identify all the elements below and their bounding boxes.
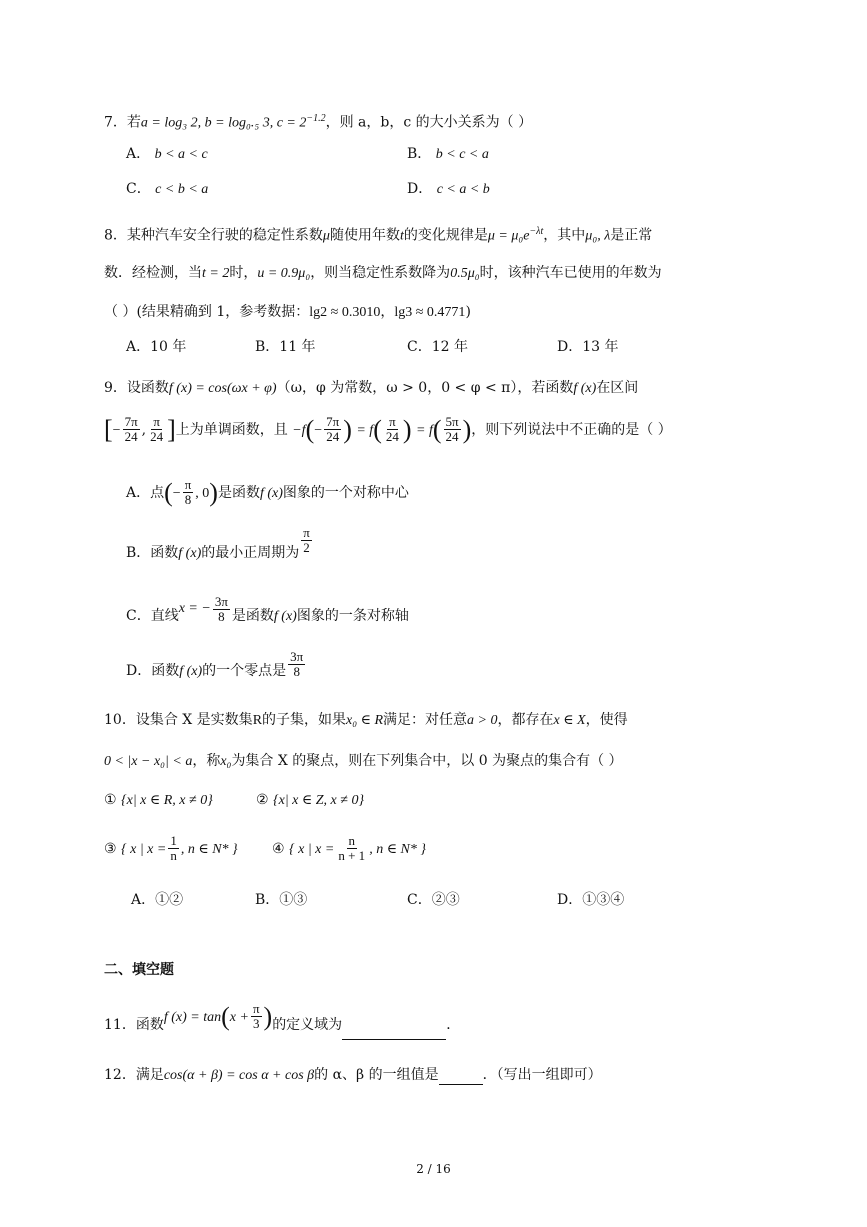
denominator: 8 xyxy=(184,492,192,508)
minus-sign: − xyxy=(314,422,323,438)
option-text: B．函数 xyxy=(126,544,179,561)
option-label: D． xyxy=(407,181,433,197)
q11-math: f (x) = tan xyxy=(163,1009,222,1025)
q10-xX: x ∈ X xyxy=(553,713,586,728)
paren-open: ( xyxy=(432,414,442,444)
numerator: 1 xyxy=(170,833,177,848)
q11 xyxy=(104,1001,461,1040)
q9-option-b[interactable] xyxy=(126,525,314,568)
paren-close: ) xyxy=(462,414,472,444)
set-label: ① xyxy=(104,792,117,808)
q7-option-d[interactable] xyxy=(407,181,490,199)
q10-line-1 xyxy=(104,712,628,730)
q8-text: ，其中 xyxy=(543,227,586,244)
q9-eq-frac-2 xyxy=(384,415,401,445)
q9-eq-frac-3 xyxy=(444,415,461,445)
page-number: 2 / 16 xyxy=(416,1162,451,1176)
q7-tail: ，则 a，b，c 的大小关系为（ ） xyxy=(325,114,533,131)
q8-text: 时， xyxy=(229,265,258,281)
q9-text: 在区间 xyxy=(596,380,639,396)
q10-text: 10．设集合 X 是实数集 xyxy=(104,712,253,728)
q9-b-frac xyxy=(301,526,312,556)
set-math: {x| x ∈ Z, x ≠ 0} xyxy=(273,793,365,808)
q8-text: ) xyxy=(465,304,471,320)
numerator: π xyxy=(184,477,192,492)
q9-fx: f (x) xyxy=(573,381,597,396)
set-label: ② xyxy=(256,792,269,808)
denominator: n xyxy=(170,848,177,864)
q9-eq-frac-1 xyxy=(324,415,341,445)
q11-frac xyxy=(251,1002,262,1032)
paren-open: ( xyxy=(221,1001,230,1031)
q7-stem xyxy=(104,113,532,132)
set-math: , n ∈ N* } xyxy=(180,841,238,857)
option-label: B． xyxy=(407,146,432,162)
option-math: f (x) xyxy=(259,485,283,501)
q9-eq-part: −f xyxy=(292,422,306,438)
q10-option-d[interactable]: D．①③④ xyxy=(557,892,625,908)
q10-set-3 xyxy=(104,834,238,864)
q9-line-2: [− $\frac{7\pi}{24}$ , $\frac{\pi}{24}$ ]上为单调函数，且 −f(− $\frac{7\pi}{24}$ ) = f( $\frac{\pi}{24}$ ) = f( $\frac{5\pi}{24}$ )，则下列说法中不正确的是（ ） xyxy=(104,414,672,445)
numerator: π xyxy=(389,414,396,429)
q7-option-b[interactable] xyxy=(407,146,489,164)
q8-lg3: lg3 ≈ 0.4771 xyxy=(394,305,466,320)
q8-formula-exponent: −λt xyxy=(529,226,544,237)
q8-text: 8．某种汽车安全行驶的稳定性系数 xyxy=(104,227,323,244)
q10-a0: a > 0 xyxy=(467,713,498,728)
q9-eq-part: = f xyxy=(416,422,433,438)
option-text: b < a < c xyxy=(154,147,208,162)
q10-option-a[interactable]: A．①② xyxy=(131,892,184,908)
q10-option-c[interactable]: C．②③ xyxy=(407,892,460,908)
q8-text: 的变化规律是 xyxy=(403,227,488,244)
set-math: { x | x = xyxy=(289,841,335,857)
q8-text: 是正常 xyxy=(610,227,653,244)
q10-text: ，使得 xyxy=(585,712,628,728)
q8-option-a[interactable]: A．10 年 xyxy=(126,339,187,355)
option-math: f (x) xyxy=(273,608,297,624)
denominator: n + 1 xyxy=(338,848,366,864)
q12-text: ．（写出一组即可） xyxy=(482,1067,602,1083)
q10-set-1 xyxy=(104,792,213,810)
set-math: {x| x ∈ R, x ≠ 0} xyxy=(121,793,213,808)
q11-text: ． xyxy=(446,1016,461,1033)
set-math: { x | x = xyxy=(121,841,167,857)
q8-option-b[interactable]: B．11 年 xyxy=(255,339,316,355)
q7-math: a = log₃ 2, b = log₀.₅ 3, c = 2 xyxy=(140,115,307,131)
numerator: π xyxy=(303,525,310,540)
option-text: D．函数 xyxy=(126,662,180,679)
numerator: 3π xyxy=(290,649,304,664)
q12-text: 的 α、β 的一组值是 xyxy=(314,1067,439,1083)
q10-set-2 xyxy=(256,792,364,810)
q8-option-c[interactable]: C．12 年 xyxy=(407,339,468,355)
numerator: π xyxy=(153,414,160,429)
denominator: 24 xyxy=(445,429,459,445)
q9-d-frac xyxy=(288,650,305,680)
q11-answer-blank[interactable] xyxy=(342,1025,446,1040)
option-text: 的最小正周期为 xyxy=(201,544,300,561)
option-text: c < a < b xyxy=(436,182,490,197)
option-text: A．点 xyxy=(126,484,165,501)
q10-text: ，都存在 xyxy=(497,712,554,728)
numerator: 5π xyxy=(445,414,459,429)
q10-set3-frac xyxy=(168,834,179,864)
q8-text: 数．经检测，当 xyxy=(104,265,202,281)
option-text: c < b < a xyxy=(155,182,209,197)
q12-answer-blank[interactable] xyxy=(439,1070,483,1085)
paren-close: ) xyxy=(209,477,218,507)
q10-line-2 xyxy=(104,753,623,771)
paren-close: ) xyxy=(343,414,352,444)
denominator: 3 xyxy=(252,1016,260,1032)
q12-equation: cos(α + β) = cos α + cos β xyxy=(163,1068,315,1083)
q7-option-c[interactable] xyxy=(126,181,208,199)
option-text: b < c < a xyxy=(435,147,489,162)
q8-line-1 xyxy=(104,226,652,245)
option-text: 图象的一条对称轴 xyxy=(296,607,409,624)
q9-option-c[interactable] xyxy=(126,594,409,631)
denominator: 2 xyxy=(303,540,310,556)
paren-close: ) xyxy=(402,414,412,444)
option-label: C． xyxy=(126,181,151,197)
option-text: 图象的一个对称中心 xyxy=(282,484,409,501)
set-label: ④ xyxy=(272,840,285,857)
bracket-open: [ xyxy=(104,414,113,444)
q10-inequality: 0 < |x − x₀| < a xyxy=(104,754,193,769)
q8-text: ，则当稳定性系数降为 xyxy=(310,265,451,281)
option-math: , 0 xyxy=(195,485,210,501)
option-math: f (x) xyxy=(178,545,202,561)
numerator: 7π xyxy=(326,414,340,429)
q12 xyxy=(104,1067,602,1085)
q8-line-2 xyxy=(104,265,662,283)
q9-text: 上为单调函数，且 xyxy=(175,421,288,438)
numerator: n xyxy=(348,833,356,848)
q9-line-1 xyxy=(104,380,638,398)
denominator: 24 xyxy=(326,429,340,445)
q11-math: x + xyxy=(229,1009,249,1025)
section-title: 二、填空题 xyxy=(104,962,174,978)
q10-set-4 xyxy=(272,834,426,864)
q9-c-frac xyxy=(213,595,230,625)
q8-text: （ ）(结果精确到 1，参考数据： xyxy=(104,304,310,320)
q10-x0: x₀ ∈ R xyxy=(346,713,384,728)
option-text: 是函数 xyxy=(217,484,260,501)
q9-text: ，则下列说法中不正确的是（ ） xyxy=(471,421,672,438)
option-label: A． xyxy=(126,146,151,162)
q8-t: t xyxy=(399,228,404,244)
option-text: 是函数 xyxy=(231,607,274,624)
q7-number: 7．若 xyxy=(104,114,141,131)
q9-text: （ω，φ 为常数，ω > 0，0 < φ < π），若函数 xyxy=(276,380,574,396)
q10-x0: x₀ xyxy=(220,754,232,769)
option-text: C．直线 xyxy=(126,607,179,624)
q8-t-value: t = 2 xyxy=(202,266,230,281)
q9-option-a[interactable] xyxy=(126,478,409,508)
q7-exponent: −1.2 xyxy=(306,113,326,124)
paren-close: ) xyxy=(263,1001,273,1031)
q7-option-a[interactable] xyxy=(126,146,208,164)
numerator: π xyxy=(252,1001,260,1016)
q8-half-value: 0.5μ₀ xyxy=(450,266,480,281)
option-math: f (x) xyxy=(179,663,203,679)
minus-sign: − xyxy=(172,485,181,501)
minus-sign: − xyxy=(112,422,121,438)
denominator: 24 xyxy=(385,429,399,445)
q8-mu: μ xyxy=(322,228,330,244)
option-math: x = − xyxy=(178,600,211,616)
q10-text: 为集合 X 的聚点，则在下列集合中，以 0 为聚点的集合有（ ） xyxy=(231,753,623,769)
q8-option-d[interactable]: D．13 年 xyxy=(557,339,619,355)
numerator: 3π xyxy=(214,594,228,609)
q8-lg2: lg2 ≈ 0.3010 xyxy=(309,305,381,320)
q9-eq-part: = f xyxy=(356,422,374,438)
set-label: ③ xyxy=(104,840,117,857)
q8-constants: μ₀, λ xyxy=(585,228,611,244)
denominator: 8 xyxy=(218,609,225,625)
numerator: 7π xyxy=(124,414,138,429)
q8-text: 随使用年数 xyxy=(329,227,400,244)
q11-text: 11．函数 xyxy=(104,1016,164,1033)
bracket-close: ] xyxy=(167,414,176,444)
q8-text: 时，该种汽车已使用的年数为 xyxy=(479,265,662,281)
set-math: , n ∈ N* } xyxy=(369,841,426,857)
q8-u-value: u = 0.9μ₀ xyxy=(257,266,311,281)
paren-open: ( xyxy=(164,477,173,507)
q10-text: ，称 xyxy=(192,753,221,769)
q8-formula: μ = μ₀e xyxy=(487,228,530,244)
q9-interval-left xyxy=(123,415,140,445)
q9-option-d[interactable] xyxy=(126,649,307,686)
q11-formula xyxy=(164,1002,272,1032)
q11-text: 的定义域为 xyxy=(272,1016,343,1033)
q9-a-frac xyxy=(183,478,194,508)
q9-text: 9．设函数 xyxy=(104,380,169,396)
denominator: 24 xyxy=(150,429,164,445)
denominator: 8 xyxy=(293,664,300,680)
paren-open: ( xyxy=(373,414,382,444)
paren-open: ( xyxy=(305,414,315,444)
q9-interval-right xyxy=(148,415,165,445)
q10-option-b[interactable]: B．①③ xyxy=(255,892,308,908)
option-text: 的一个零点是 xyxy=(202,662,287,679)
q10-r: R xyxy=(252,713,263,728)
q10-set4-frac xyxy=(336,834,367,864)
q9-function: f (x) = cos(ωx + φ) xyxy=(168,381,277,396)
q10-text: 满足：对任意 xyxy=(383,712,468,728)
q12-text: 12．满足 xyxy=(104,1067,164,1083)
q8-line-3: （ ）(结果精确到 1，参考数据：lg2 ≈ 0.3010，lg3 ≈ 0.4771) xyxy=(104,304,471,320)
q10-text: 的子集，如果 xyxy=(262,712,347,728)
denominator: 24 xyxy=(124,429,138,445)
